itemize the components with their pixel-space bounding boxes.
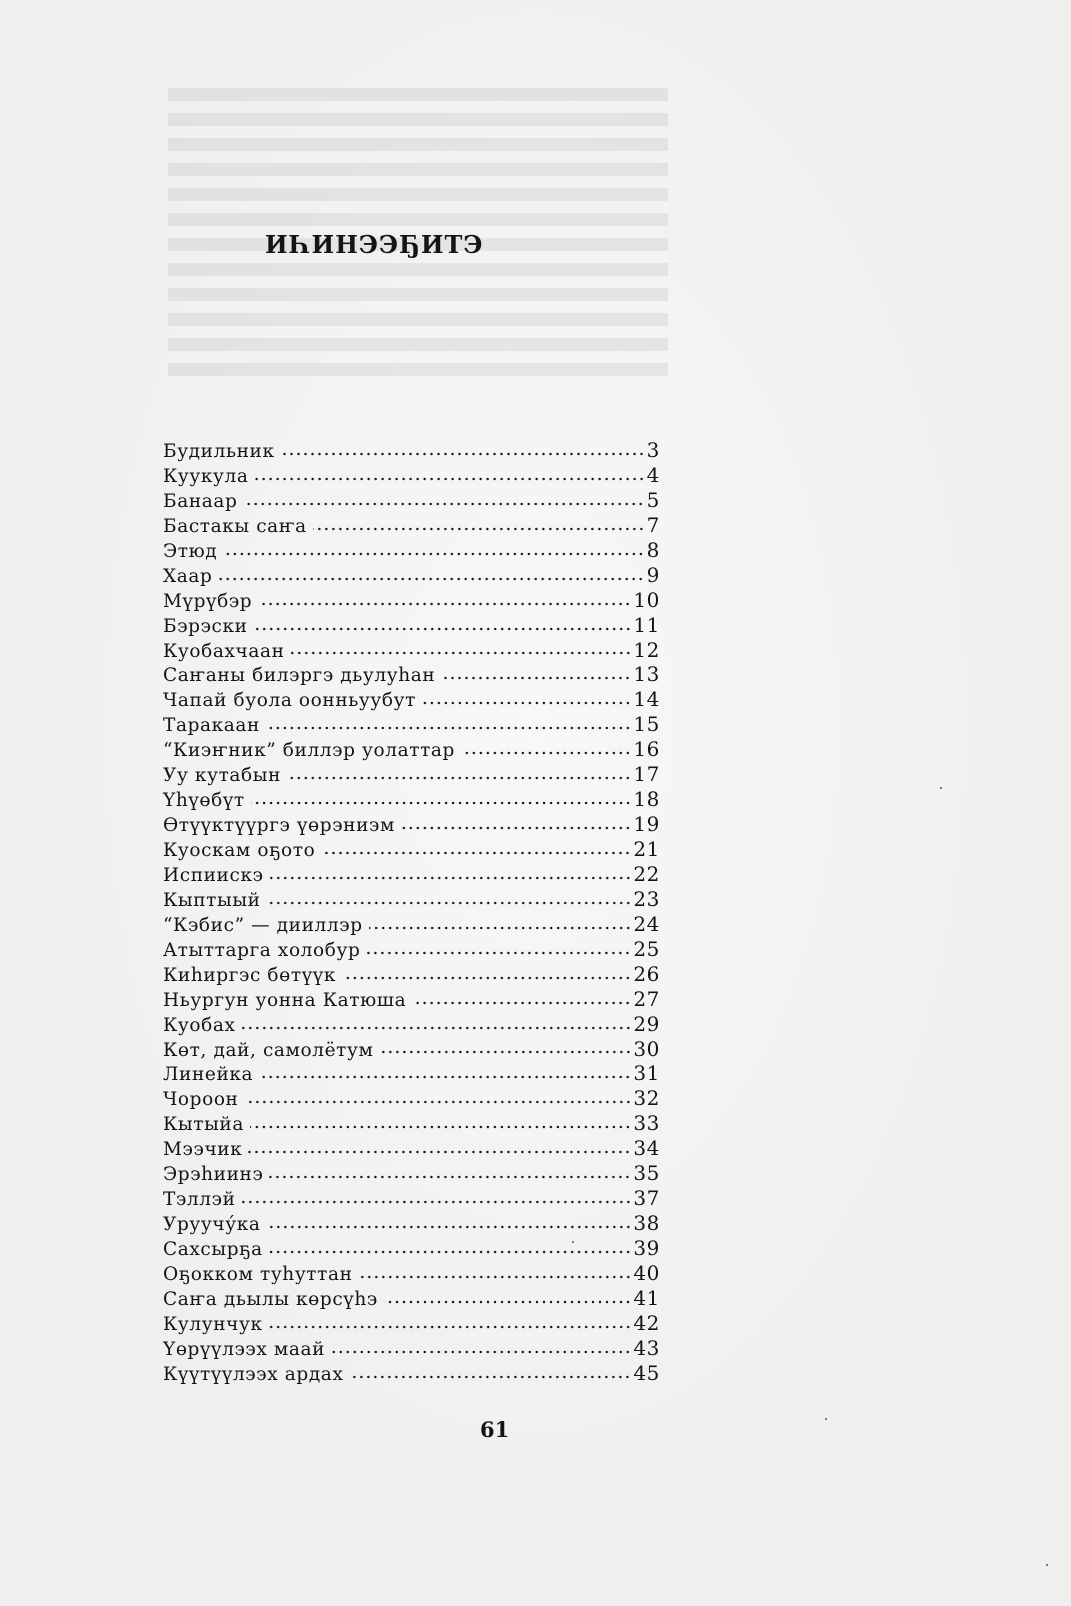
dot-leader [267,900,632,906]
toc-entry-page: 4 [646,462,660,487]
scan-speck [572,1241,574,1243]
toc-entry-title: Испиискэ [163,864,264,886]
dot-leader [242,1025,632,1031]
toc-entry [163,513,660,538]
dot-leader [281,451,645,457]
toc-entry [163,812,660,837]
dot-leader [412,1000,631,1006]
toc-entry-page: 21 [633,837,660,861]
dot-leader [251,800,632,806]
toc-entry-title: Саҥа дьылы көрсүһэ [163,1288,378,1310]
toc-entry-page: 31 [633,1061,660,1086]
toc-entry-title: Сахсырҕа [163,1239,263,1260]
toc-entry-title: Үөрүүлээх маай [163,1338,326,1360]
toc-entry [163,1311,660,1336]
toc-entry [163,1286,660,1311]
dot-leader [313,526,645,532]
dot-leader [380,1049,632,1055]
toc-entry-title: Киһиргэс бөтүүк [163,964,337,986]
toc-entry-page: 18 [633,787,660,812]
toc-entry [163,712,660,737]
toc-entry-title: Уруучу́ка [163,1214,261,1236]
scan-speck [1046,1564,1048,1566]
toc-entry [163,787,660,812]
toc-entry [163,438,660,463]
dot-leader [422,700,631,706]
dot-leader [254,626,632,632]
toc-entry-page: 16 [633,737,660,762]
toc-entry-page: 30 [633,1036,660,1061]
dot-leader [342,975,631,981]
toc-entry-page: 3 [646,438,660,462]
dot-leader [269,1174,631,1180]
toc-entry-title: Үһүөбүт [163,790,245,812]
toc-entry-title: Кыптыый [163,889,261,911]
dot-leader [223,551,644,557]
scan-speck [940,787,942,789]
toc-entry [163,1086,660,1111]
toc-entry-title: Будильник [163,441,275,462]
dot-leader [242,1199,632,1205]
toc-entry-title: Бэрэски [163,615,248,637]
toc-entry-page: 34 [633,1136,660,1161]
toc-entry-page: 22 [633,861,660,886]
toc-entry [163,1236,660,1261]
toc-entry-page: 29 [633,1011,660,1036]
toc-entry-page: 33 [633,1111,660,1136]
toc-entry-title: Көт, дай, самолётум [163,1039,374,1061]
toc-entry [163,937,660,962]
toc-entry-title: Бастакы саҥа [163,515,307,537]
toc-entry-page: 35 [633,1161,660,1186]
toc-entry [163,1336,660,1361]
toc-entry-title: Тэллэй [163,1189,236,1211]
toc-entry-page: 41 [633,1285,660,1310]
dot-leader [349,1374,631,1380]
dot-leader [269,1249,632,1255]
dot-leader [384,1299,632,1305]
toc-entry [163,588,660,613]
dot-leader [359,1274,632,1280]
toc-entry-page: 12 [633,637,660,662]
toc-entry-title: Куоскам оҕото [163,840,316,861]
toc-entry-page: 11 [633,612,660,637]
toc-entry [163,1261,660,1286]
dot-leader [245,1099,632,1105]
dot-leader [258,601,631,607]
toc-entry-title: Уу кутабын [163,765,282,787]
toc-entry-title: “Киэҥник” биллэр уолаттар [163,740,455,762]
toc-entry-page: 32 [633,1086,660,1111]
dot-leader [366,950,631,956]
toc-entry-title: Линейка [163,1064,254,1086]
dot-leader [266,725,631,731]
dot-leader [248,1149,631,1155]
toc-entry-title: Кытыйа [163,1114,244,1136]
toc-entry [163,1361,660,1386]
dot-leader [269,1324,632,1330]
dot-leader [321,850,631,856]
dot-leader [461,750,631,756]
toc-entry-title: “Кэбис” — дииллэр [163,914,363,936]
toc-entry-page: 26 [633,961,660,986]
toc-entry [163,987,660,1012]
toc-entry-page: 9 [646,562,660,587]
page-number: 61 [480,1417,510,1442]
toc-entry [163,538,660,563]
scan-speck [825,1418,827,1420]
toc-entry-page: 17 [633,762,660,787]
dot-leader [331,1349,631,1355]
toc-entry-page: 7 [646,512,660,537]
toc-entry-title: Күүтүүлээх ардах [163,1363,344,1385]
toc-entry-title: Ньургун уонна Катюша [163,989,407,1011]
toc-entry [163,687,660,712]
toc-entry [163,638,660,663]
toc-entry-title: Оҕокком туһуттан [163,1263,353,1285]
toc-entry-page: 25 [633,936,660,961]
toc-entry [163,837,660,862]
toc-entry-title: Кулунчук [163,1313,263,1335]
dot-leader [287,775,631,781]
toc-entry [163,1136,660,1161]
toc-entry-title: Өтүүктүүргэ үөрэниэм [163,815,395,837]
toc-entry-title: Чапай буола оонньуубут [163,690,416,712]
toc-entry [163,1111,660,1136]
toc-entry [163,762,660,787]
dot-leader [250,1124,631,1130]
toc-entry-title: Атыттарга холобур [163,939,361,961]
dot-leader [270,875,632,881]
toc-entry-page: 38 [633,1211,660,1236]
table-of-contents [163,438,660,1386]
toc-entry [163,737,660,762]
toc-entry-title: Эрэһиинэ [163,1164,264,1186]
toc-entry-page: 10 [633,587,660,612]
toc-entry-title: Мүрүбэр [163,590,253,612]
toc-entry-page: 40 [633,1260,660,1285]
page-title: ИҺИНЭЭҔИТЭ [265,230,484,259]
toc-entry-title: Банаар [163,490,238,512]
toc-entry-title: Саҥаны билэргэ дьулуһан [163,665,436,687]
toc-entry-page: 37 [633,1186,660,1211]
toc-entry-page: 27 [633,986,660,1011]
toc-entry-page: 39 [633,1236,660,1260]
toc-entry [163,662,660,687]
toc-entry-title: Этюд [163,540,218,562]
toc-entry [163,463,660,488]
toc-entry-page: 14 [633,687,660,712]
dot-leader [369,925,632,931]
dot-leader [291,650,632,656]
toc-entry-page: 5 [646,487,660,512]
toc-entry [163,887,660,912]
toc-entry-page: 45 [633,1360,660,1385]
toc-entry [163,962,660,987]
toc-entry-page: 24 [633,911,660,936]
toc-entry-page: 23 [633,886,660,911]
toc-entry-page: 15 [633,712,660,737]
toc-entry-page: 42 [633,1310,660,1335]
toc-entry-page: 19 [633,812,660,837]
toc-entry [163,563,660,588]
toc-entry [163,488,660,513]
dot-leader [267,1224,632,1230]
toc-entry-page: 8 [646,537,660,562]
toc-entry-title: Хаар [163,565,213,587]
toc-entry-page: 13 [633,662,660,687]
toc-entry-title: Куобах [163,1014,236,1036]
toc-entry-title: Мээчик [163,1139,243,1161]
toc-entry [163,862,660,887]
toc-entry-title: Куобахчаан [163,640,285,662]
toc-entry [163,1161,660,1186]
dot-leader [218,576,644,582]
toc-entry-title: Чороон [163,1089,239,1111]
dot-leader [441,675,631,681]
dot-leader [259,1074,631,1080]
toc-entry-title: Таракаан [163,715,260,737]
toc-entry [163,1211,660,1236]
toc-entry [163,613,660,638]
dot-leader [255,476,645,482]
toc-entry [163,1061,660,1086]
toc-entry [163,1012,660,1037]
toc-entry [163,1186,660,1211]
toc-entry [163,1037,660,1062]
dot-leader [401,825,631,831]
toc-entry-title: Куукула [163,465,249,487]
dot-leader [243,501,644,507]
toc-entry-page: 43 [633,1335,660,1360]
toc-entry [163,912,660,937]
